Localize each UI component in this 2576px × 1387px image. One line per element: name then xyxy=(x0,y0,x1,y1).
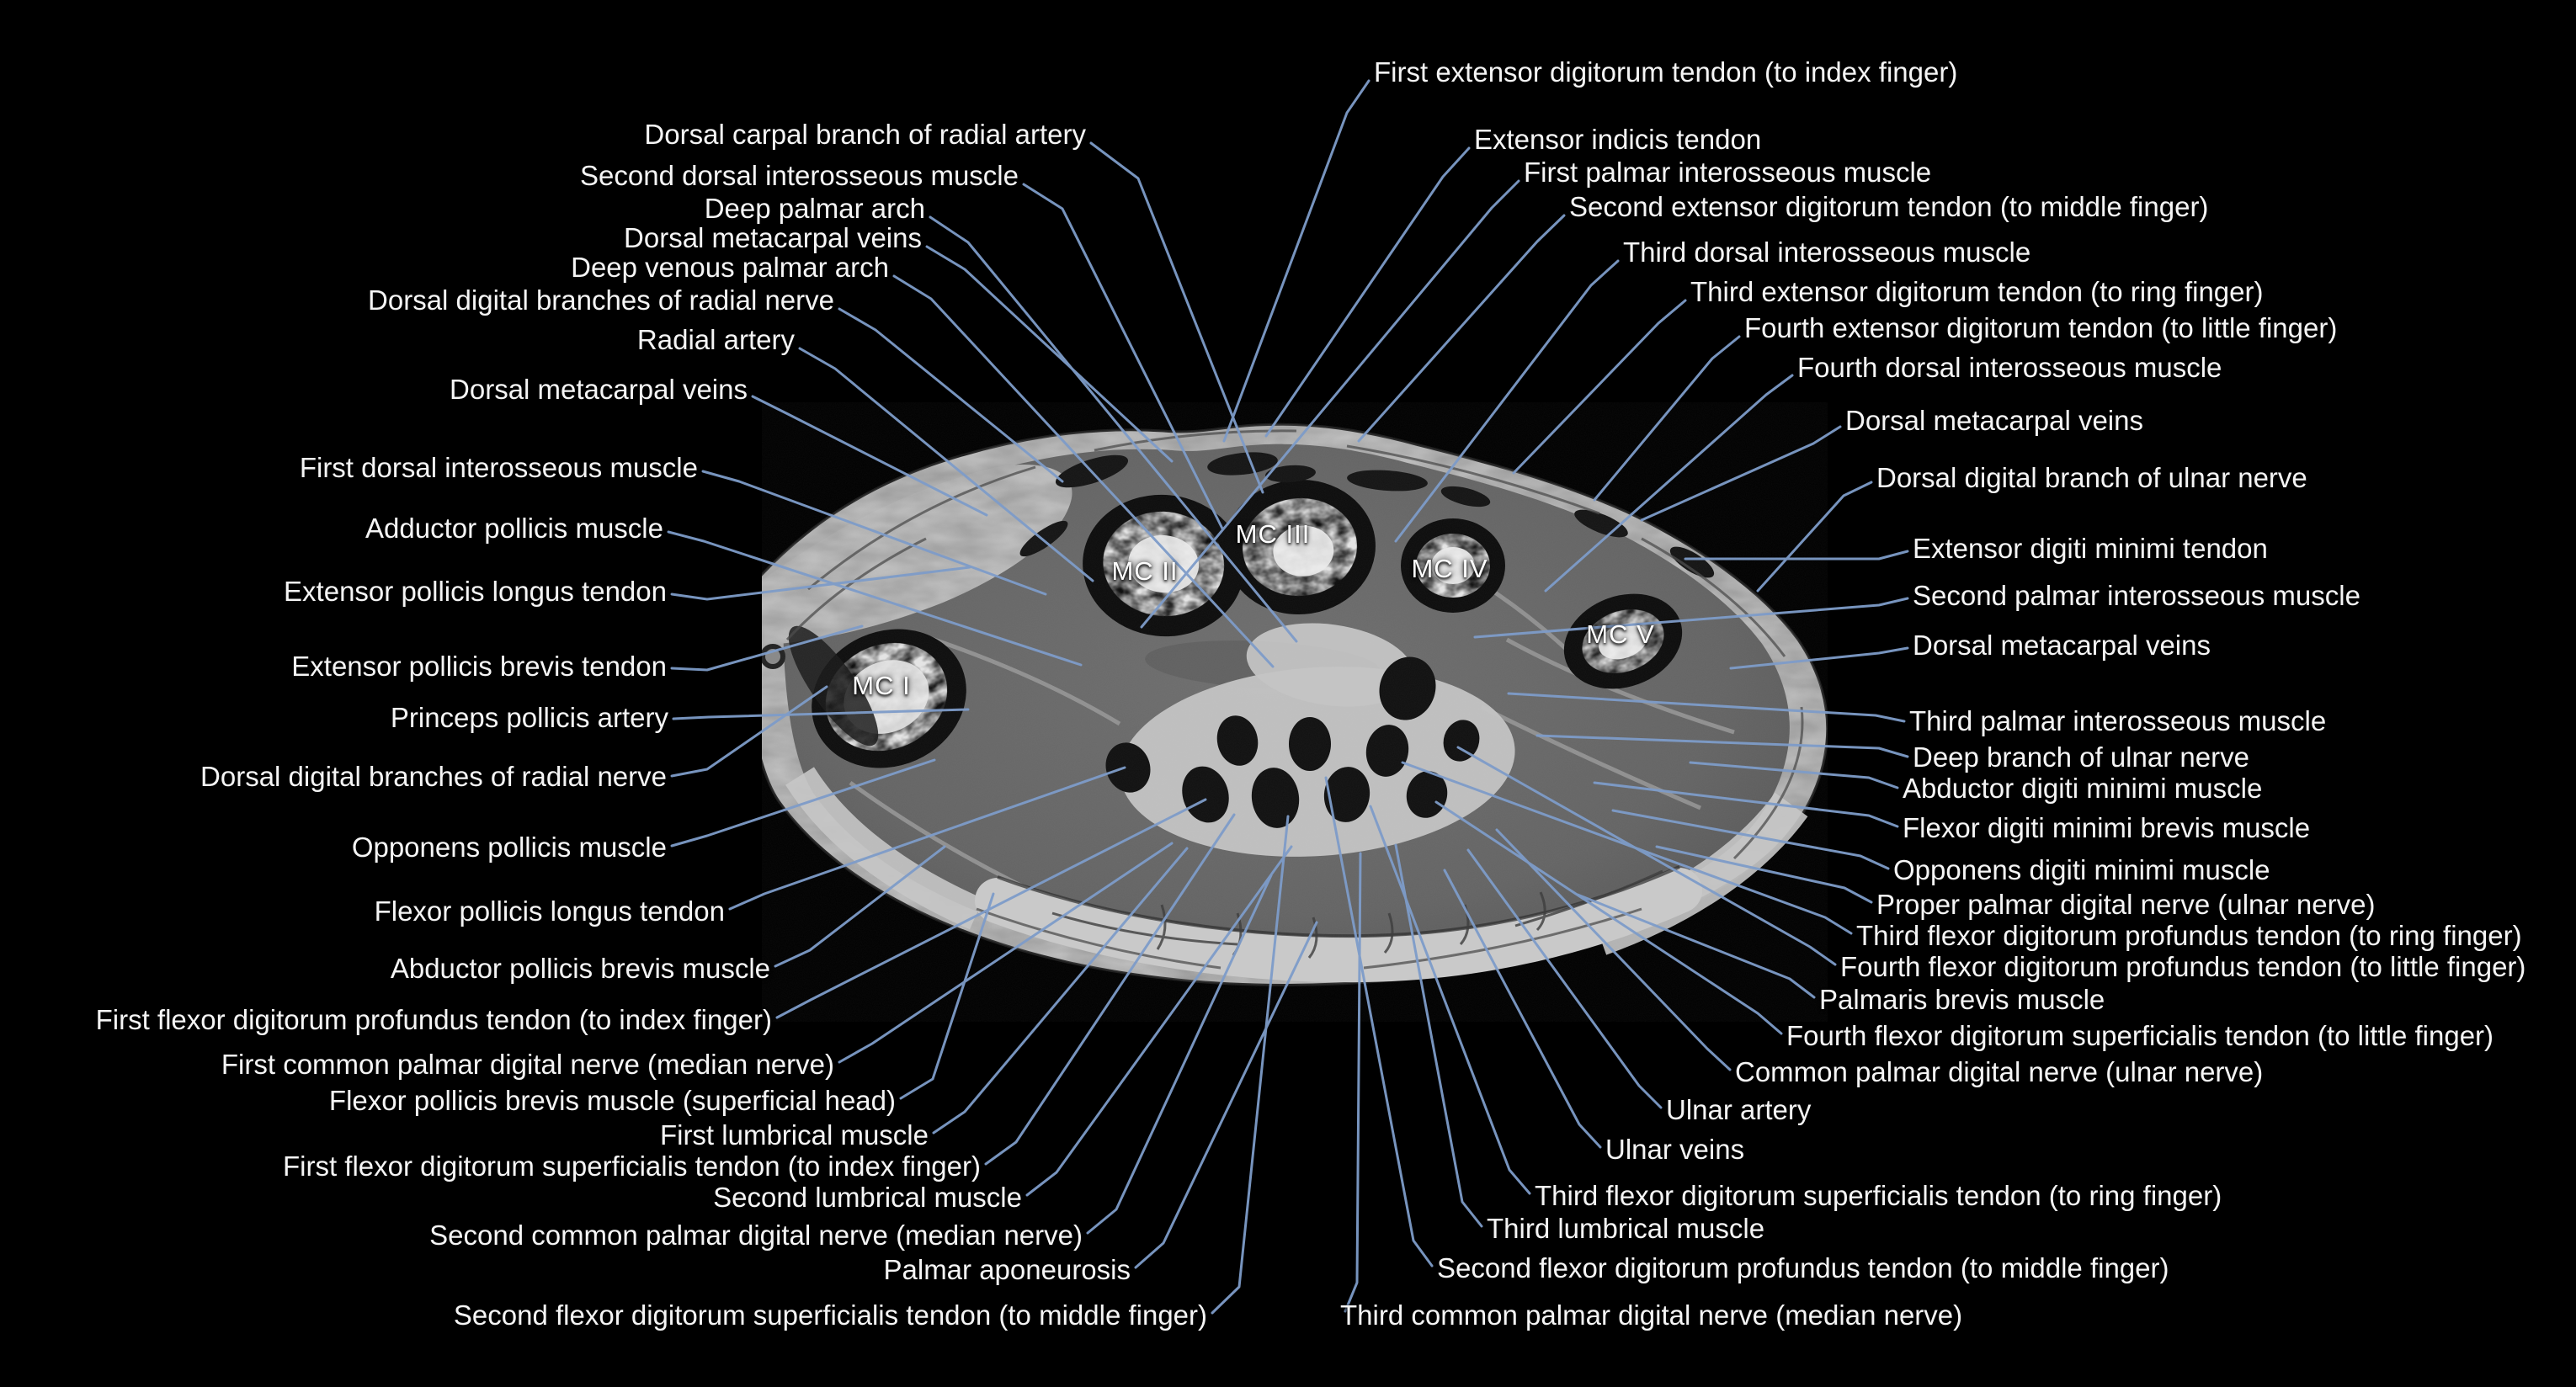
anatomy-label: Third dorsal interosseous muscle xyxy=(1623,236,2031,268)
anatomy-label: Dorsal metacarpal veins xyxy=(1845,404,2143,436)
anatomy-label: Palmar aponeurosis xyxy=(883,1253,1131,1285)
anatomy-label: First lumbrical muscle xyxy=(659,1119,929,1151)
anatomy-label: Fourth flexor digitorum superficialis tendon (to little finger) xyxy=(1786,1019,2494,1051)
anatomy-label: Dorsal metacarpal veins xyxy=(450,373,748,405)
anatomy-label: Extensor pollicis brevis tendon xyxy=(291,650,667,682)
anatomy-label: Second flexor digitorum superficialis tendon (to middle finger) xyxy=(453,1299,1207,1331)
anatomy-label: Flexor pollicis longus tendon xyxy=(374,895,725,927)
anatomy-label: Second common palmar digital nerve (median nerve) xyxy=(429,1219,1083,1251)
leader-line xyxy=(1266,148,1469,436)
anatomy-label: Third common palmar digital nerve (median nerve) xyxy=(1340,1299,1963,1331)
anatomy-label: Extensor digiti minimi tendon xyxy=(1913,532,2268,564)
leader-line xyxy=(1224,81,1369,441)
anatomy-label: Ulnar artery xyxy=(1666,1093,1812,1125)
anatomy-label: Common palmar digital nerve (ulnar nerve) xyxy=(1735,1055,2264,1087)
anatomy-label: Deep palmar arch xyxy=(704,192,925,224)
bone-label: MC I xyxy=(852,671,911,700)
bone-label: MC II xyxy=(1111,556,1179,586)
bone-label: MC III xyxy=(1235,519,1311,549)
anatomy-label: Proper palmar digital nerve (ulnar nerve) xyxy=(1876,888,2376,920)
anatomy-label: Third flexor digitorum superficialis tendon (to ring finger) xyxy=(1535,1179,2222,1211)
anatomy-label: First common palmar digital nerve (median nerve) xyxy=(221,1048,834,1080)
anatomy-label: First palmar interosseous muscle xyxy=(1524,156,1932,188)
bone-label: MC IV xyxy=(1411,554,1488,583)
anatomy-label: Dorsal digital branches of radial nerve xyxy=(200,760,667,792)
anatomy-label: Third flexor digitorum profundus tendon (to ring finger) xyxy=(1856,919,2522,951)
anatomy-label: Dorsal digital branch of ulnar nerve xyxy=(1876,461,2307,493)
anatomy-label: Third extensor digitorum tendon (to ring finger) xyxy=(1690,275,2264,307)
anatomy-label: Fourth dorsal interosseous muscle xyxy=(1797,351,2222,383)
anatomy-label: Second flexor digitorum profundus tendon (to middle finger) xyxy=(1437,1251,2169,1283)
anatomy-label: Third palmar interosseous muscle xyxy=(1909,704,2327,736)
anatomy-label: First extensor digitorum tendon (to index finger) xyxy=(1374,56,1958,88)
bone-label: MC V xyxy=(1586,619,1655,649)
anatomy-label: Dorsal digital branches of radial nerve xyxy=(368,284,834,316)
anatomy-label: Abductor pollicis brevis muscle xyxy=(390,952,770,984)
anatomy-label: Deep venous palmar arch xyxy=(571,251,889,283)
anatomy-label: Third lumbrical muscle xyxy=(1487,1212,1765,1244)
anatomy-label: Extensor pollicis longus tendon xyxy=(284,575,667,607)
anatomy-label: Dorsal metacarpal veins xyxy=(624,221,922,253)
anatomy-label: Opponens digiti minimi muscle xyxy=(1893,853,2270,885)
anatomy-label: Abductor digiti minimi muscle xyxy=(1903,772,2263,804)
anatomy-label: Extensor indicis tendon xyxy=(1474,123,1762,155)
anatomy-label: Radial artery xyxy=(636,323,795,355)
anatomy-label: Adductor pollicis muscle xyxy=(365,512,663,544)
anatomy-label: Dorsal carpal branch of radial artery xyxy=(644,118,1086,150)
anatomy-label: First flexor digitorum superficialis tendon (to index finger) xyxy=(282,1150,981,1182)
anatomy-label: Dorsal metacarpal veins xyxy=(1913,629,2211,661)
anatomy-label: Palmaris brevis muscle xyxy=(1819,983,2105,1015)
anatomy-label: Flexor pollicis brevis muscle (superficial head) xyxy=(328,1084,896,1116)
anatomy-label: First dorsal interosseous muscle xyxy=(299,451,698,483)
anatomy-label: Second dorsal interosseous muscle xyxy=(580,159,1019,191)
anatomy-label: Second extensor digitorum tendon (to middle finger) xyxy=(1569,190,2209,222)
anatomy-label: Deep branch of ulnar nerve xyxy=(1913,741,2249,773)
anatomy-label: Ulnar veins xyxy=(1605,1133,1745,1165)
anatomy-label: Opponens pollicis muscle xyxy=(351,831,667,863)
anatomy-label: Second palmar interosseous muscle xyxy=(1913,579,2360,611)
anatomy-label: Fourth extensor digitorum tendon (to little finger) xyxy=(1744,311,2338,343)
anatomy-label: First flexor digitorum profundus tendon (to index finger) xyxy=(95,1003,772,1035)
anatomy-label: Second lumbrical muscle xyxy=(713,1181,1022,1213)
anatomy-label: Princeps pollicis artery xyxy=(390,701,668,733)
anatomy-label: Flexor digiti minimi brevis muscle xyxy=(1903,811,2311,843)
anatomy-label: Fourth flexor digitorum profundus tendon (to little finger) xyxy=(1840,950,2526,982)
